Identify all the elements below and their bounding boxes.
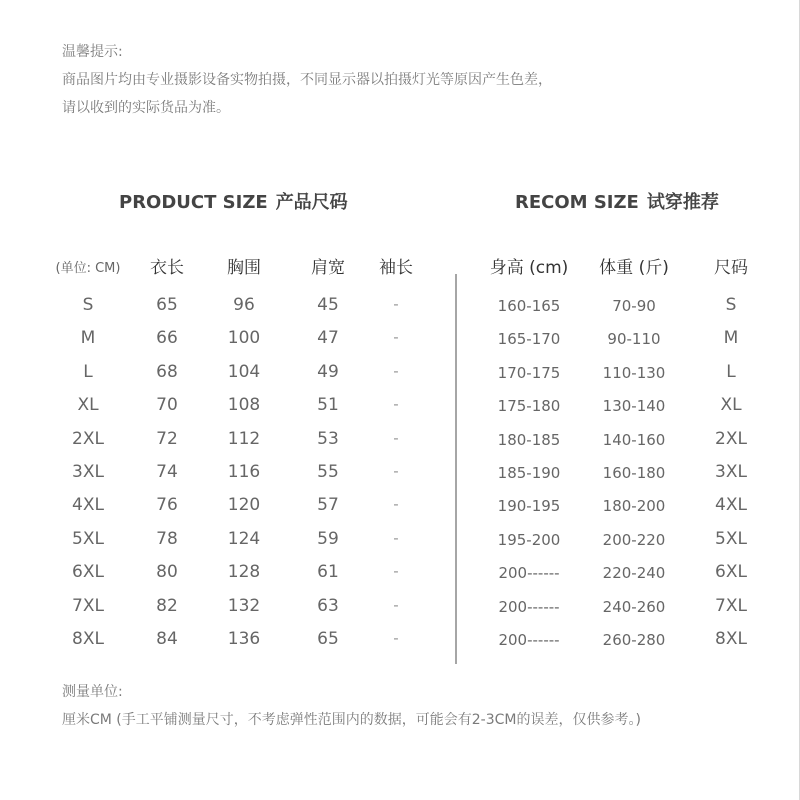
product-size-title	[119, 188, 348, 214]
product-cell: M	[80, 328, 96, 349]
recom-cell: M	[723, 328, 739, 349]
product-header-2: 胸围	[227, 258, 261, 278]
product-cell: 80	[156, 562, 178, 583]
product-header-1: 衣长	[150, 258, 184, 278]
product-cell: 45	[317, 295, 339, 315]
product-cell: 72	[156, 428, 178, 449]
product-cell: 47	[317, 328, 339, 349]
recom-cell: 220-240	[602, 564, 666, 583]
recom-cell: 200-220	[602, 530, 666, 549]
product-cell: 84	[156, 629, 178, 649]
recom-cell: 90-110	[607, 330, 661, 349]
product-cell: L	[83, 361, 93, 382]
product-size-title-cn: 产品尺码	[275, 192, 348, 213]
product-cell: 3XL	[72, 462, 104, 482]
product-cell: 8XL	[72, 629, 104, 649]
product-cell: 61	[317, 562, 339, 583]
recom-cell: S	[725, 295, 737, 315]
recom-cell: 6XL	[715, 562, 747, 583]
product-cell: S	[82, 295, 94, 315]
product-cell: 120	[227, 495, 261, 516]
product-cell: XL	[77, 395, 99, 416]
product-cell: 68	[156, 361, 178, 382]
product-cell: -	[393, 428, 399, 447]
recom-cell: 165-170	[497, 330, 561, 349]
recom-cell: 170-175	[497, 363, 561, 382]
table-divider	[455, 274, 457, 664]
recom-cell: 180-200	[602, 497, 666, 516]
recom-size-title-cn: 试穿推荐	[646, 192, 719, 213]
product-cell: -	[393, 361, 399, 380]
recom-size-title	[515, 188, 719, 214]
recom-cell: 160-165	[497, 297, 561, 315]
recom-cell: 200------	[498, 597, 560, 616]
recom-cell: 175-180	[497, 397, 561, 416]
product-cell: 53	[317, 428, 339, 449]
product-cell: 66	[156, 328, 178, 349]
recom-cell: 240-260	[602, 597, 666, 616]
recom-cell: 200------	[498, 631, 560, 649]
recom-size-title-en: RECOM SIZE	[515, 192, 639, 213]
product-cell: 96	[233, 295, 255, 315]
footer-title: 测量单位:	[62, 684, 123, 700]
product-cell: 4XL	[72, 495, 104, 516]
product-cell: -	[393, 495, 399, 514]
recom-header-0: 身高 (cm)	[489, 258, 569, 278]
recom-cell: 5XL	[715, 528, 747, 549]
recom-cell: 260-280	[602, 631, 666, 649]
product-cell: 65	[317, 629, 339, 649]
product-cell: 112	[227, 428, 261, 449]
product-cell: 59	[317, 528, 339, 549]
product-cell: 65	[156, 295, 178, 315]
product-header-0: (单位: CM)	[55, 261, 121, 276]
product-cell: 49	[317, 361, 339, 382]
product-cell: 128	[227, 562, 261, 583]
product-cell: -	[393, 562, 399, 581]
recom-cell: 195-200	[497, 530, 561, 549]
recom-header-1: 体重 (斤)	[599, 258, 669, 278]
product-cell: -	[393, 629, 399, 647]
recom-cell: 190-195	[497, 497, 561, 516]
recom-cell: 180-185	[497, 430, 561, 449]
footer-block	[62, 678, 641, 734]
product-cell: -	[393, 328, 399, 347]
recom-cell: 185-190	[497, 464, 561, 482]
product-cell: 74	[156, 462, 178, 482]
product-cell: 70	[156, 395, 178, 416]
product-cell: 55	[317, 462, 339, 482]
recom-cell: 7XL	[715, 595, 747, 616]
recom-cell: 4XL	[715, 495, 747, 516]
product-cell: 76	[156, 495, 178, 516]
product-cell: 6XL	[72, 562, 104, 583]
product-cell: 82	[156, 595, 178, 616]
product-cell: -	[393, 528, 399, 547]
product-size-title-en: PRODUCT SIZE	[119, 192, 268, 213]
recom-cell: 70-90	[612, 297, 656, 315]
recom-header-2: 尺码	[714, 258, 748, 278]
product-cell: -	[393, 295, 399, 313]
product-cell: 104	[227, 361, 261, 382]
product-cell: 7XL	[72, 595, 104, 616]
product-cell: -	[393, 462, 399, 480]
product-cell: 100	[227, 328, 261, 349]
recom-cell: 3XL	[715, 462, 747, 482]
recom-cell: 200------	[498, 564, 560, 583]
product-cell: -	[393, 395, 399, 414]
product-cell: 132	[227, 595, 261, 616]
footer-line-1: 厘米CM (手工平铺测量尺寸，不考虑弹性范围内的数据，可能会有2-3CM的误差，仅供参考。)	[62, 712, 641, 728]
product-cell: 116	[227, 462, 261, 482]
product-cell: 57	[317, 495, 339, 516]
product-cell: 51	[317, 395, 339, 416]
recom-cell: 160-180	[602, 464, 666, 482]
product-cell: 5XL	[72, 528, 104, 549]
product-cell: 2XL	[72, 428, 104, 449]
recom-cell: 2XL	[715, 428, 747, 449]
recom-cell: 130-140	[602, 397, 666, 416]
product-header-4: 袖长	[379, 258, 413, 278]
notice-title: 温馨提示:	[62, 44, 123, 60]
recom-cell: 110-130	[602, 363, 666, 382]
product-cell: 78	[156, 528, 178, 549]
recom-cell: L	[726, 361, 736, 382]
recom-cell: 8XL	[715, 629, 747, 649]
product-cell: -	[393, 595, 399, 614]
notice-line-1: 商品图片均由专业摄影设备实物拍摄，不同显示器以拍摄灯光等原因产生色差，	[62, 72, 552, 88]
product-cell: 124	[227, 528, 261, 549]
product-cell: 108	[227, 395, 261, 416]
notice-line-2: 请以收到的实际货品为准。	[62, 100, 230, 116]
product-cell: 63	[317, 595, 339, 616]
notice-block	[62, 38, 552, 122]
recom-cell: 140-160	[602, 430, 666, 449]
recom-cell: XL	[720, 395, 742, 416]
product-header-3: 肩宽	[311, 258, 345, 278]
product-cell: 136	[227, 629, 261, 649]
